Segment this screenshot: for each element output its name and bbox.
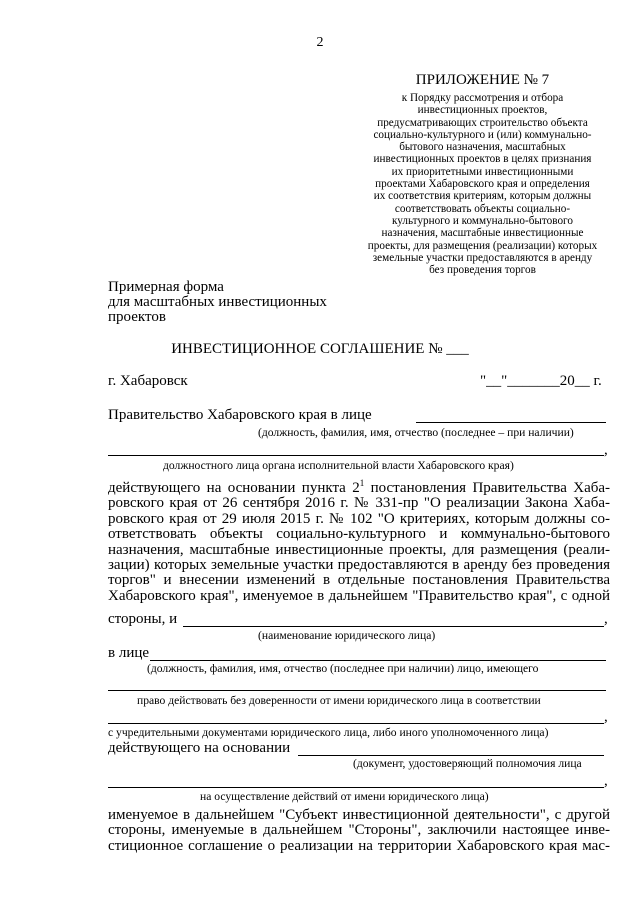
in-person-label: в лице: [108, 645, 150, 661]
comma: ,: [604, 442, 608, 458]
entity-name-line: [183, 626, 604, 627]
side-label: стороны, и: [108, 611, 178, 627]
paragraph-1: [108, 476, 610, 604]
form-label-line: для масштабных инвестиционных: [108, 294, 327, 310]
appendix-line: инвестиционных проектов,: [417, 104, 548, 117]
paragraph-line: торгов" и внесении изменений в отдельные постановления Правительства: [108, 573, 610, 589]
appendix-line: их соответствия критериям, которым должны: [373, 190, 592, 203]
appendix-title: ПРИЛОЖЕНИЕ № 7: [415, 72, 550, 88]
government-representative-line: [416, 422, 606, 423]
appendix-line: бытового назначения, масштабных: [399, 141, 566, 154]
comma: ,: [604, 773, 608, 789]
appendix-line: к Порядку рассмотрения и отбора: [401, 92, 564, 104]
appendix-line: предусматривающих строительство объекта: [377, 116, 588, 129]
form-label-line: Примерная форма: [108, 279, 224, 295]
paragraph-line: ровского края от 29 июля 2015 г. № 102 "О критериях, которым должны со-: [108, 511, 610, 527]
person-line: [150, 660, 606, 661]
hint-doc-authority: (документ, удостоверяющий полномочия лица: [353, 757, 582, 770]
actions-line: [108, 787, 604, 788]
hint-docs: с учредительными документами юридического лица, либо иного уполномоченного лица): [108, 726, 549, 739]
paragraph-line: именуемое в дальнейшем "Субъект инвестиционной деятельности", с другой: [108, 808, 610, 823]
hint-entity: (наименование юридического лица): [258, 629, 436, 642]
hint-position: (должность, фамилия, имя, отчество (последнее – при наличии): [258, 426, 574, 439]
appendix-line: инвестиционных проектов в целях признания: [373, 153, 592, 166]
comma: ,: [604, 709, 608, 725]
city: г. Хабаровск: [108, 373, 188, 389]
paragraph-line: зации) которых земельные участки предоставляются в аренду без проведения: [108, 558, 610, 574]
appendix-description: [345, 92, 620, 276]
hint-actions: на осуществление действий от имени юридического лица): [200, 790, 489, 803]
appendix-line: культурного и коммунально-бытового: [392, 214, 573, 227]
docs-line: [108, 723, 604, 724]
form-label-line: проектов: [108, 309, 166, 325]
appendix-line: социально-культурного и (или) коммунально-: [373, 128, 592, 141]
hint-official: должностного лица органа исполнительной власти Хабаровского края): [163, 459, 514, 472]
paragraph-line: стиционное соглашение о реализации на территории Хабаровского края мас-: [108, 838, 610, 854]
appendix-line: назначения, масштабные инвестиционные: [381, 227, 584, 240]
acting-basis-label: действующего на основании: [108, 740, 291, 756]
paragraph-line: назначения, масштабные инвестиционные проекты, для размещения (реали-: [108, 542, 610, 558]
right-line: [108, 690, 606, 691]
hint-person: (должность, фамилия, имя, отчество (последнее при наличии) лицо, имеющего: [147, 662, 539, 675]
document-title: ИНВЕСТИЦИОННОЕ СОГЛАШЕНИЕ № ___: [171, 341, 469, 357]
form-label: [108, 280, 327, 325]
paragraph-line: действующего на основании пункта $2^1$ постановления Правительства Хаба-: [108, 478, 610, 496]
appendix-line: проектами Хабаровского края и определения: [375, 178, 590, 191]
page-number: 2: [316, 35, 324, 50]
appendix-line: их приоритетными инвестиционными: [391, 165, 574, 178]
paragraph-line: Хабаровского края", именуемое в дальнейшем "Правительство края", с одной: [108, 588, 610, 604]
paragraph-line: ответствовать объекты социально-культурного и коммунально-бытового: [108, 527, 610, 543]
paragraph-line: ровского края от 26 сентября 2016 г. № 331-пр "О реализации Закона Хаба-: [108, 496, 610, 512]
appendix-line: проекты, для размещения (реализации) которых: [367, 239, 598, 252]
official-line: [108, 455, 604, 456]
paragraph-2: [108, 808, 610, 854]
paragraph-line: стороны, именуемые в дальнейшем "Стороны", заключили настоящее инве-: [108, 823, 610, 839]
appendix-line: соответствовать объекты социально-: [394, 202, 571, 215]
comma: ,: [604, 611, 608, 627]
hint-right: право действовать без доверенности от имени юридического лица в соответствии: [137, 694, 541, 707]
appendix-line: земельные участки предоставляются в аренду: [372, 251, 593, 264]
appendix-line: без проведения торгов: [429, 264, 536, 277]
acting-basis-line: [298, 755, 604, 756]
date-field: "__"_______20__ г.: [480, 373, 602, 389]
government-label: Правительство Хабаровского края в лице: [108, 407, 372, 423]
